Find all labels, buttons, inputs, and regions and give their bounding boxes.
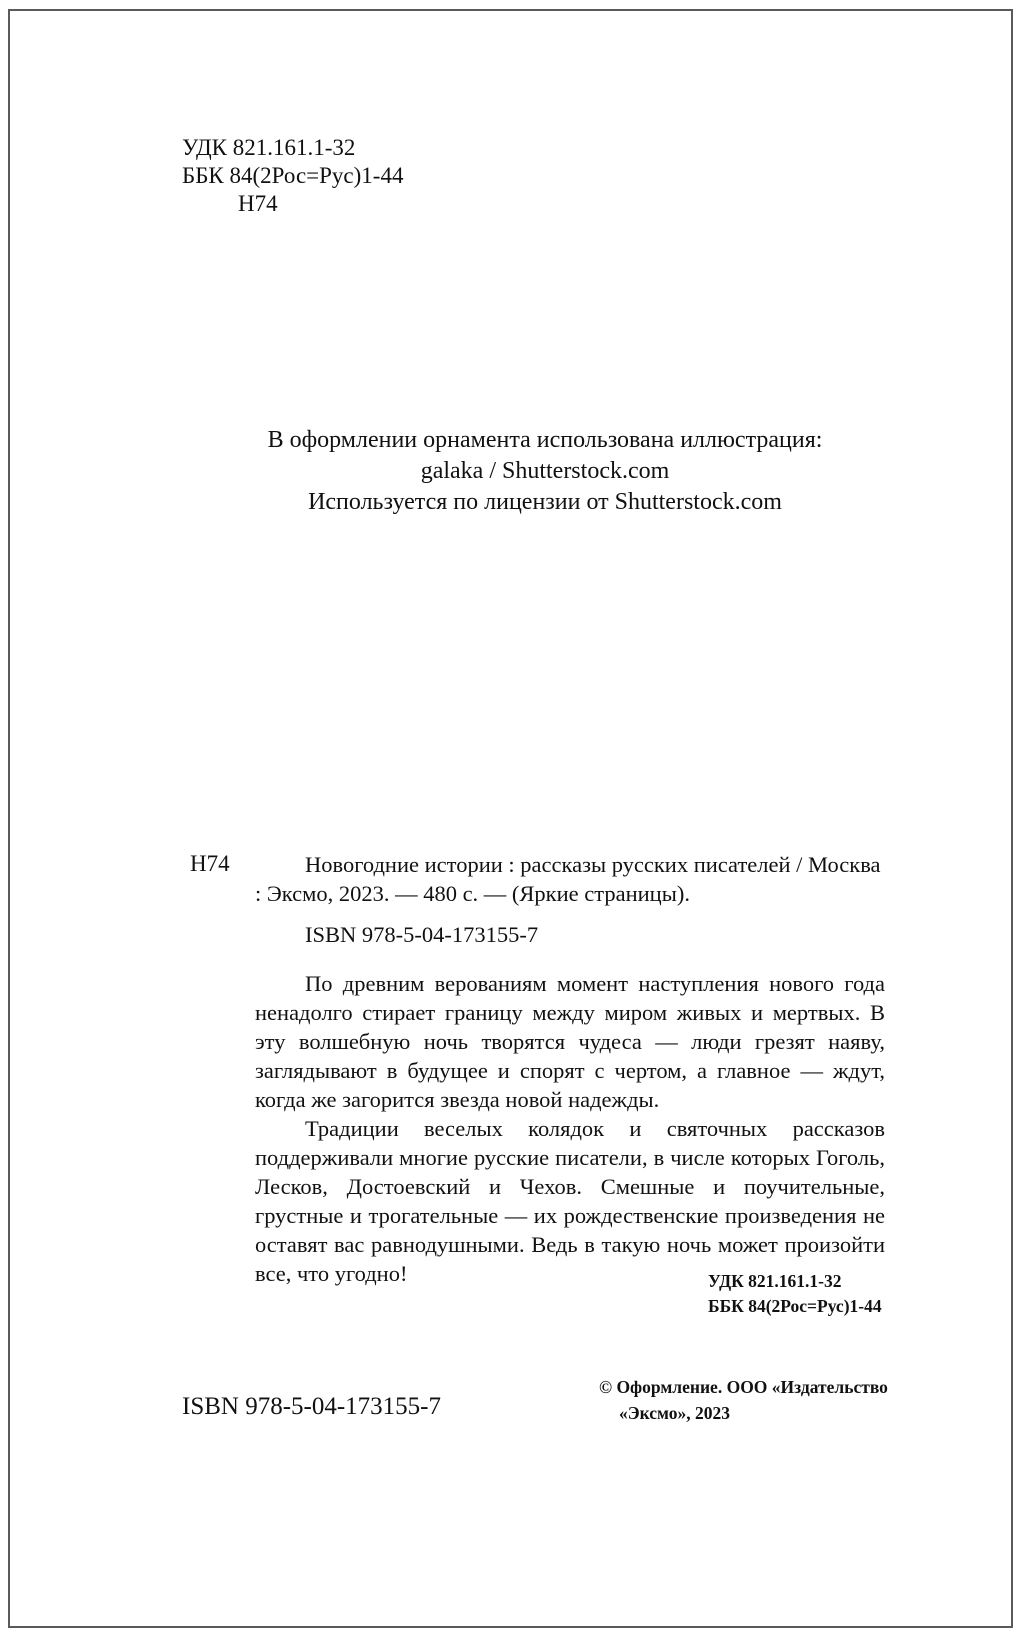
- credits-line-3: Используется по лицензии от Shutterstock.com: [308, 489, 782, 515]
- bibliographic-isbn: ISBN 978-5-04-173155-7: [305, 922, 539, 947]
- bbk-code-right: ББК 84(2Рос=Рус)1-44: [708, 1296, 882, 1316]
- credits-line-2: galaka / Shutterstock.com: [420, 458, 670, 484]
- isbn-bottom: ISBN 978-5-04-173155-7: [182, 1393, 442, 1420]
- top-classification-codes: [182, 134, 403, 218]
- bbk-code: ББК 84(2Рос=Рус)1-44: [182, 163, 404, 188]
- author-mark: Н74: [238, 191, 278, 216]
- annotation-paragraph-2: Традиции веселых колядок и святочных рассказов поддерживали многие русские писатели, в числе которых Гоголь, Лесков, Достоевский и Чехов. Смешные и поучительные, грустные и трогательные — их рождественские произведения не оставят вас равнодушными. Ведь в такую ночь может произойти все, что угодно!: [255, 1116, 885, 1286]
- copyright-line-1: © Оформление. ООО «Издательство: [599, 1377, 888, 1397]
- annotation: [255, 969, 885, 1288]
- credits-line-1: В оформлении орнамента использована иллюстрация:: [267, 427, 823, 453]
- udk-code: УДК 821.161.1-32: [182, 135, 356, 160]
- annotation-paragraph-1: По древним верованиям момент наступления нового года ненадолго стирает границу между миром живых и мертвых. В эту волшебную ночь творятся чудеса — люди грезят наяву, заглядывают в будущее и спорят с чертом, а главное — ждут, когда же загорится звезда новой надежды.: [255, 971, 885, 1112]
- bibliography-author-mark: Н74: [190, 851, 230, 876]
- udk-code-right: УДК 821.161.1-32: [708, 1271, 842, 1291]
- right-classification-codes: [708, 1269, 882, 1319]
- bibliographic-entry: Новогодние истории : рассказы русских писателей / Москва : Эксмо, 2023. — 480 с. — (Яркие страницы).: [255, 852, 881, 906]
- illustration-credits: [120, 425, 970, 518]
- copyright-line-2: «Эксмо», 2023: [619, 1403, 730, 1423]
- copyright-notice: [599, 1374, 888, 1426]
- bibliographic-record: [255, 850, 885, 1288]
